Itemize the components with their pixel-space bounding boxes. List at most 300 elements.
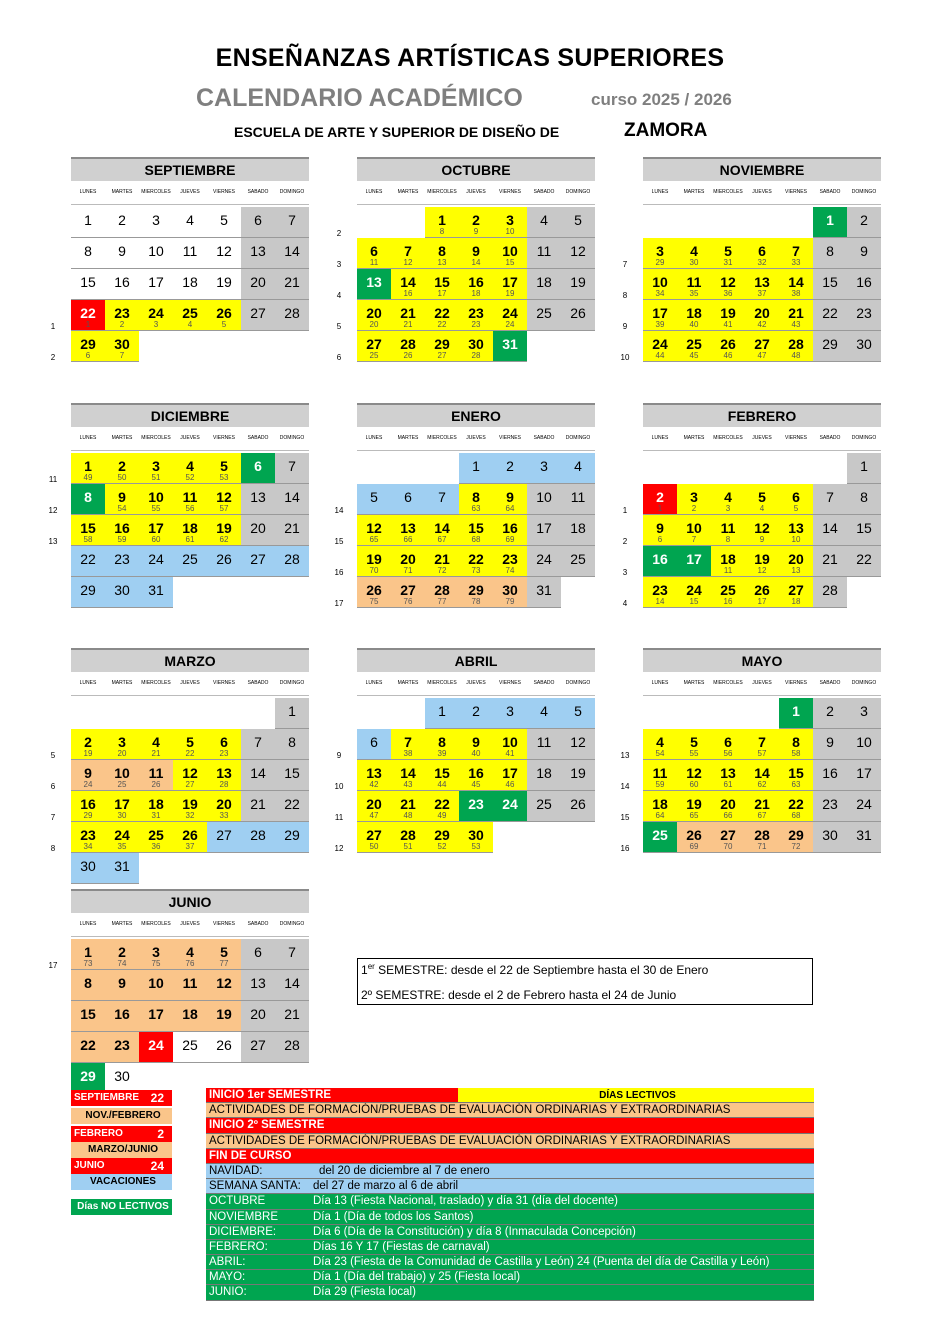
lective-day-count: 16 (723, 597, 733, 606)
weekday-label: SABADO (247, 921, 269, 927)
weekday-label: JUEVES (180, 680, 200, 686)
day-cell (391, 577, 425, 608)
day-cell (561, 791, 595, 822)
day-cell (105, 1032, 139, 1063)
day-cell (207, 760, 241, 791)
day-number: 11 (182, 243, 198, 259)
day-cell (813, 698, 847, 729)
day-number: 17 (114, 796, 130, 812)
day-cell (643, 515, 677, 546)
legend-item (71, 1174, 172, 1190)
day-number: 20 (250, 1006, 266, 1022)
day-cell (357, 269, 391, 300)
weekday-label: MIERCOLES (141, 921, 171, 927)
day-number: 5 (220, 944, 228, 960)
week-number: 12 (334, 844, 344, 853)
day-number: 18 (182, 1006, 198, 1022)
day-cell (459, 729, 493, 760)
day-cell (847, 331, 881, 362)
day-number: 12 (182, 765, 198, 781)
day-cell (207, 1032, 241, 1063)
day-cell (391, 269, 425, 300)
day-number: 2 (118, 212, 126, 228)
day-cell (561, 269, 595, 300)
day-number: 10 (652, 274, 668, 290)
day-cell (391, 546, 425, 577)
day-cell (391, 484, 425, 515)
lective-day-count: 17 (437, 289, 447, 298)
day-number: 29 (434, 827, 450, 843)
day-cell (425, 331, 459, 362)
day-number: 22 (468, 551, 484, 567)
day-cell (71, 300, 105, 331)
lective-day-count: 67 (437, 535, 447, 544)
day-number: 30 (114, 1068, 130, 1084)
day-cell (173, 939, 207, 970)
day-cell (711, 760, 745, 791)
day-number: 21 (788, 305, 804, 321)
weekday-label: DOMINGO (279, 680, 305, 686)
day-cell (677, 269, 711, 300)
day-number: 6 (724, 734, 732, 750)
day-number: 7 (758, 734, 766, 750)
day-cell (527, 300, 561, 331)
day-number: 5 (370, 489, 378, 505)
day-number: 18 (182, 520, 198, 536)
day-cell (173, 1001, 207, 1032)
day-number: 16 (652, 551, 668, 567)
week-number: 2 (50, 353, 56, 362)
weekday-label: MARTES (683, 435, 705, 441)
day-cell (173, 515, 207, 546)
day-cell (425, 269, 459, 300)
day-cell (459, 484, 493, 515)
day-cell (527, 698, 561, 729)
day-cell (643, 760, 677, 791)
day-cell (357, 546, 391, 577)
lective-day-count: 33 (219, 811, 229, 820)
legend-label: Días NO LECTIVOS (77, 1201, 169, 1212)
weekday-label: JUEVES (752, 435, 772, 441)
week-number: 2 (336, 229, 342, 238)
lective-day-count: 3 (725, 504, 731, 513)
day-cell (207, 207, 241, 238)
day-cell (425, 577, 459, 608)
legend-row-detail: del 27 de marzo al 6 de abril (313, 1180, 459, 1193)
week-number: 4 (622, 599, 628, 608)
lective-day-count: 17 (757, 597, 767, 606)
week-number: 3 (336, 260, 342, 269)
day-number: 8 (860, 489, 868, 505)
day-cell (173, 300, 207, 331)
weekday-label: SABADO (533, 680, 555, 686)
day-number: 3 (860, 703, 868, 719)
lective-day-count: 73 (83, 959, 93, 968)
day-cell (391, 791, 425, 822)
day-number: 19 (754, 551, 770, 567)
day-number: 6 (254, 944, 262, 960)
day-number: 19 (216, 274, 232, 290)
day-cell (357, 822, 391, 853)
day-number: 16 (502, 520, 518, 536)
day-number: 25 (182, 305, 198, 321)
lective-day-count: 12 (757, 566, 767, 575)
day-cell (493, 484, 527, 515)
day-cell (813, 207, 847, 238)
weekday-header (71, 431, 309, 451)
legend-row-detail: Día 13 (Fiesta Nacional, traslado) y día 31 (día del docente) (313, 1195, 618, 1208)
day-number: 11 (182, 975, 198, 991)
day-cell (643, 791, 677, 822)
day-cell (779, 822, 813, 853)
weekday-label: JUEVES (466, 435, 486, 441)
day-number: 1 (860, 458, 868, 474)
week-number: 14 (334, 506, 344, 515)
lective-day-count: 14 (655, 597, 665, 606)
lective-day-count: 69 (505, 535, 515, 544)
day-cell (275, 484, 309, 515)
day-cell (493, 453, 527, 484)
weekday-label: LUNES (365, 680, 383, 686)
day-number: 30 (856, 336, 872, 352)
day-number: 23 (468, 796, 484, 812)
lective-day-count: 31 (151, 811, 161, 820)
weekday-label: MARTES (397, 189, 419, 195)
day-number: 27 (400, 582, 416, 598)
day-cell (173, 791, 207, 822)
day-number: 25 (536, 305, 552, 321)
day-cell (105, 269, 139, 300)
month-marzo (50, 648, 309, 874)
legend-row (206, 1103, 814, 1118)
day-cell (71, 970, 105, 1001)
weekday-label: MARTES (111, 921, 133, 927)
weekday-label: MIERCOLES (427, 189, 457, 195)
lective-day-count: 71 (757, 842, 767, 851)
day-cell (677, 515, 711, 546)
day-cell (745, 729, 779, 760)
weekday-label: JUEVES (752, 189, 772, 195)
day-number: 7 (438, 489, 446, 505)
day-number: 7 (254, 734, 262, 750)
day-cell (241, 822, 275, 853)
lective-day-count: 38 (791, 289, 801, 298)
day-cell (779, 238, 813, 269)
day-cell (71, 269, 105, 300)
day-cell (357, 238, 391, 269)
lective-day-count: 77 (219, 959, 229, 968)
day-cell (459, 822, 493, 853)
weekday-header (357, 185, 595, 205)
weekday-label: VIERNES (785, 435, 807, 441)
day-cell (207, 300, 241, 331)
legend-row (206, 1255, 814, 1270)
day-number: 22 (856, 551, 872, 567)
day-number: 28 (284, 1037, 300, 1053)
day-cell (71, 1032, 105, 1063)
day-cell (527, 760, 561, 791)
legend-row (206, 1225, 814, 1240)
day-cell (173, 822, 207, 853)
day-number: 26 (216, 551, 232, 567)
day-number: 21 (284, 274, 300, 290)
day-number: 1 (438, 212, 446, 228)
day-number: 20 (366, 305, 382, 321)
week-number: 15 (620, 813, 630, 822)
legend-row-title: INICIO 1er SEMESTRE (209, 1089, 332, 1101)
day-cell (207, 970, 241, 1001)
day-cell (71, 760, 105, 791)
lective-day-count: 32 (185, 811, 195, 820)
month-febrero (622, 403, 881, 608)
day-number: 9 (826, 734, 834, 750)
weekday-header (71, 676, 309, 696)
day-number: 5 (724, 243, 732, 259)
day-number: 30 (114, 582, 130, 598)
day-cell (847, 546, 881, 577)
day-number: 8 (826, 243, 834, 259)
day-number: 17 (148, 520, 164, 536)
day-number: 14 (788, 274, 804, 290)
lective-day-count: 39 (437, 749, 447, 758)
day-number: 8 (84, 243, 92, 259)
semester-1 (361, 962, 708, 977)
week-number: 9 (336, 751, 342, 760)
lective-day-count: 67 (757, 811, 767, 820)
day-number: 15 (822, 274, 838, 290)
week-number: 6 (50, 782, 56, 791)
day-number: 18 (720, 551, 736, 567)
day-number: 14 (822, 520, 838, 536)
day-cell (139, 546, 173, 577)
day-cell (241, 760, 275, 791)
day-number: 4 (186, 944, 194, 960)
legend-label: VACACIONES (90, 1176, 156, 1187)
school-name: ESCUELA DE ARTE Y SUPERIOR DE DISEÑO DE (234, 124, 560, 140)
day-cell (711, 484, 745, 515)
month-title: MAYO (643, 648, 881, 672)
day-cell (847, 484, 881, 515)
lective-day-count: 73 (471, 566, 481, 575)
lective-day-count: 76 (185, 959, 195, 968)
day-number: 24 (502, 305, 518, 321)
day-number: 17 (536, 520, 552, 536)
weekday-label: JUEVES (752, 680, 772, 686)
day-cell (105, 577, 139, 608)
day-number: 19 (216, 520, 232, 536)
lective-day-count: 44 (655, 351, 665, 360)
lective-day-count: 71 (403, 566, 413, 575)
legend-row (206, 1285, 814, 1300)
weekday-label: SABADO (533, 189, 555, 195)
day-cell (357, 515, 391, 546)
lective-day-count: 58 (791, 749, 801, 758)
city-name: ZAMORA (624, 120, 708, 141)
day-cell (105, 331, 139, 362)
lective-day-count: 36 (151, 842, 161, 851)
lective-day-count: 5 (221, 320, 227, 329)
lective-day-count: 51 (151, 473, 161, 482)
day-number: 29 (468, 582, 484, 598)
day-cell (847, 238, 881, 269)
day-cell (493, 269, 527, 300)
day-number: 12 (216, 489, 232, 505)
weekday-label: JUEVES (180, 921, 200, 927)
lective-day-count: 69 (689, 842, 699, 851)
day-number: 21 (284, 520, 300, 536)
day-number: 18 (570, 520, 586, 536)
day-cell (425, 207, 459, 238)
legend-number: 22 (150, 1091, 164, 1105)
day-number: 8 (438, 243, 446, 259)
month-septiembre (50, 157, 309, 362)
day-cell (71, 207, 105, 238)
day-number: 16 (468, 274, 484, 290)
day-cell (105, 1001, 139, 1032)
lective-day-count: 32 (757, 258, 767, 267)
day-number: 10 (148, 975, 164, 991)
weekday-label: VIERNES (213, 921, 235, 927)
legend-label: NOV./FEBRERO (85, 1110, 161, 1121)
day-number: 15 (434, 274, 450, 290)
day-cell (241, 791, 275, 822)
course-label: curso 2025 / 2026 (591, 90, 732, 109)
day-cell (275, 269, 309, 300)
day-number: 1 (84, 458, 92, 474)
day-cell (139, 970, 173, 1001)
lective-day-count: 59 (117, 535, 127, 544)
day-number: 24 (536, 551, 552, 567)
day-number: 15 (434, 765, 450, 781)
day-number: 13 (754, 274, 770, 290)
day-cell (459, 698, 493, 729)
day-cell (71, 939, 105, 970)
lective-day-count: 77 (437, 597, 447, 606)
day-number: 2 (472, 703, 480, 719)
day-number: 23 (114, 1037, 130, 1053)
day-cell (745, 484, 779, 515)
month-enero (334, 403, 595, 608)
lective-day-count: 22 (185, 749, 195, 758)
lective-day-count: 8 (725, 535, 731, 544)
legend-row-title: JUNIO: (209, 1286, 247, 1299)
day-number: 7 (404, 243, 412, 259)
day-number: 19 (570, 274, 586, 290)
day-number: 13 (366, 274, 382, 290)
lective-day-count: 54 (117, 504, 127, 513)
day-number: 12 (366, 520, 382, 536)
day-number: 3 (540, 458, 548, 474)
semester-2: 2º SEMESTRE: desde el 2 de Febrero hasta el 24 de Junio (361, 988, 677, 1002)
legend-number: 2 (157, 1127, 164, 1141)
legend-number: 24 (150, 1159, 164, 1173)
day-number: 17 (652, 305, 668, 321)
day-cell (527, 207, 561, 238)
day-cell (71, 577, 105, 608)
day-number: 20 (250, 520, 266, 536)
weekday-label: VIERNES (213, 435, 235, 441)
day-number: 25 (536, 796, 552, 812)
day-cell (139, 207, 173, 238)
day-number: 22 (80, 305, 96, 321)
day-number: 8 (438, 734, 446, 750)
day-number: 9 (860, 243, 868, 259)
day-number: 13 (400, 520, 416, 536)
legend-row-detail: del 20 de diciembre al 7 de enero (319, 1164, 490, 1177)
day-number: 15 (856, 520, 872, 536)
weekday-label: SABADO (247, 435, 269, 441)
day-cell (71, 1001, 105, 1032)
month-title: FEBRERO (643, 403, 881, 427)
day-cell (139, 822, 173, 853)
legend-row-title: ABRIL: (209, 1256, 246, 1269)
day-number: 30 (114, 336, 130, 352)
day-cell (779, 515, 813, 546)
day-number: 20 (720, 796, 736, 812)
day-cell (71, 453, 105, 484)
day-number: 29 (788, 827, 804, 843)
day-cell (847, 822, 881, 853)
day-cell (139, 300, 173, 331)
weekday-label: SABADO (533, 435, 555, 441)
day-cell (425, 729, 459, 760)
lective-day-count: 28 (219, 780, 229, 789)
day-number: 14 (754, 765, 770, 781)
week-number: 11 (334, 813, 344, 822)
lective-day-count: 23 (219, 749, 229, 758)
day-number: 25 (182, 1037, 198, 1053)
lective-day-count: 11 (369, 258, 379, 267)
day-cell (139, 1001, 173, 1032)
day-cell (643, 484, 677, 515)
day-number: 16 (114, 274, 130, 290)
day-cell (745, 269, 779, 300)
day-cell (275, 698, 309, 729)
day-cell (745, 577, 779, 608)
lective-day-count: 79 (505, 597, 515, 606)
day-number: 23 (822, 796, 838, 812)
day-cell (71, 515, 105, 546)
day-cell (173, 484, 207, 515)
week-number: 17 (334, 599, 344, 608)
day-number: 22 (434, 796, 450, 812)
day-cell (241, 453, 275, 484)
legend-row (206, 1088, 814, 1103)
lective-day-count: 52 (437, 842, 447, 851)
day-cell (357, 484, 391, 515)
day-number: 7 (826, 489, 834, 505)
lective-day-count: 10 (505, 227, 515, 236)
weekday-label: VIERNES (785, 680, 807, 686)
day-number: 1 (792, 703, 800, 719)
lective-day-count: 13 (791, 566, 801, 575)
day-number: 7 (288, 212, 296, 228)
day-cell (527, 791, 561, 822)
day-cell (207, 791, 241, 822)
day-cell (459, 238, 493, 269)
day-cell (493, 729, 527, 760)
day-cell (357, 577, 391, 608)
day-number: 22 (80, 1037, 96, 1053)
lective-day-count: 18 (471, 289, 481, 298)
day-number: 24 (652, 336, 668, 352)
day-number: 18 (686, 305, 702, 321)
day-cell (241, 300, 275, 331)
day-cell (745, 515, 779, 546)
lective-day-count: 12 (403, 258, 413, 267)
day-number: 4 (574, 458, 582, 474)
lective-day-count: 30 (689, 258, 699, 267)
